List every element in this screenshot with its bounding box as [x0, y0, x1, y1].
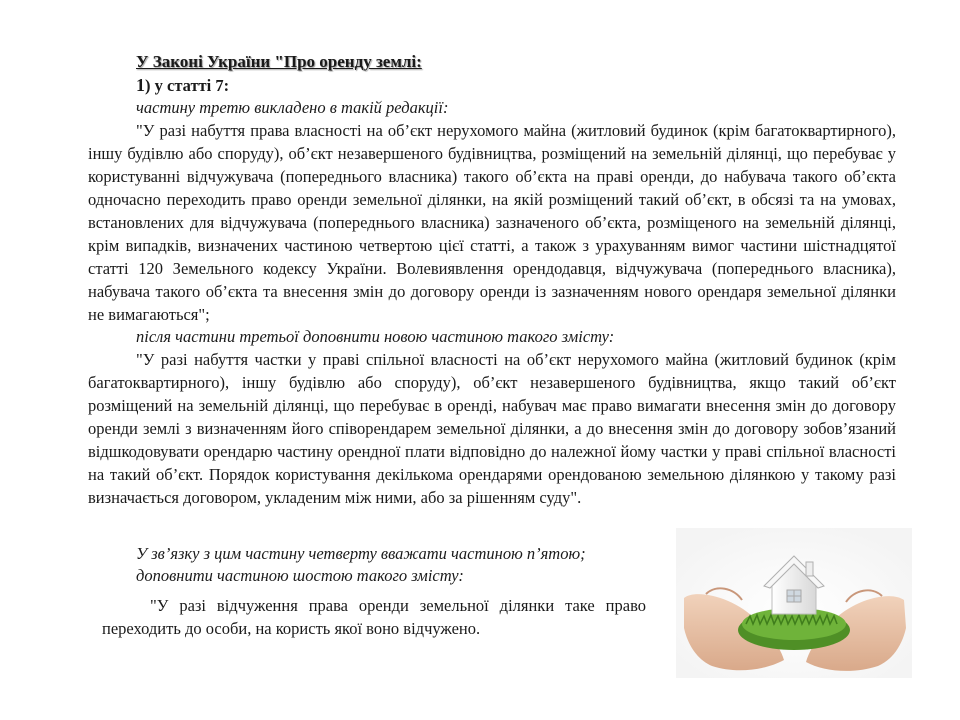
paragraph-2: "У разі набуття частки у праві спільної власності на об’єкт нерухомого майна (житловий будинок (крім багатоквартирного), іншу будівлю або споруду), об’єкт незавершеного будівництва, якщо такий об’єкт розміщений на земельній ділянці, що перебуває в оренді, набувач має право вимагати внесення змін до договору оренди землі з визначенням його співорендарем земельної ділянки, а до внесення змін до договору зобов’язаний відшкодовувати орендарю частину орендної плати відповідно до належної йому частки у праві спільної власності на такий об’єкт. Порядок користування декількома орендарями орендованою земельною ділянкою у такому разі визначається договором, укладеним між ними, або за рішенням суду". — [88, 350, 896, 507]
article-heading — [136, 74, 896, 97]
hands-holding-house-icon — [676, 528, 912, 678]
article-heading-text: ) у статті 7: — [145, 76, 230, 95]
intro-line-1: частину третю викладено в такій редакції: — [136, 98, 449, 117]
document-title: У Законі України "Про оренду землі: — [136, 52, 422, 71]
paragraph-1: "У разі набуття права власності на об’єкт нерухомого майна (житловий будинок (крім багатоквартирного), іншу будівлю або споруду), об’єкт незавершеного будівництва, розміщений на земельній ділянці, що перебуває у користуванні відчужувача (попереднього власника) такого об’єкта на праві оренди, до набувача такого об’єкта одночасно переходить право оренди земельної ділянки, на якій розміщений такий об’єкт, в обсязі та на умовах, встановлених для відчужувача (попереднього власника) зазначеного об’єкта, розміщеного на земельній ділянці, крім випадків, визначених частиною четвертою цієї статті, а також з урахуванням вимог частини шістнадцятої статті 120 Земельного кодексу України. Волевиявлення орендодавця, відчужувача (попереднього власника), набувача такого об’єкта та внесення змін до договору оренди із зазначенням нового орендаря земельної ділянки не вимагаються"; — [88, 121, 896, 324]
paragraph-3: "У разі відчуження права оренди земельної ділянки таке право переходить до особи, на користь якої воно відчужено. — [102, 596, 646, 638]
article-number: 1 — [136, 75, 145, 95]
intro-line-2: після частини третьої доповнити новою частиною такого змісту: — [136, 327, 615, 346]
bottom-text — [88, 543, 646, 587]
main-text — [88, 50, 896, 509]
intro-line-3: У зв’язку з цим частину четверту вважати частиною п’ятою; — [136, 544, 586, 563]
intro-line-4: доповнити частиною шостою такого змісту: — [136, 566, 464, 585]
